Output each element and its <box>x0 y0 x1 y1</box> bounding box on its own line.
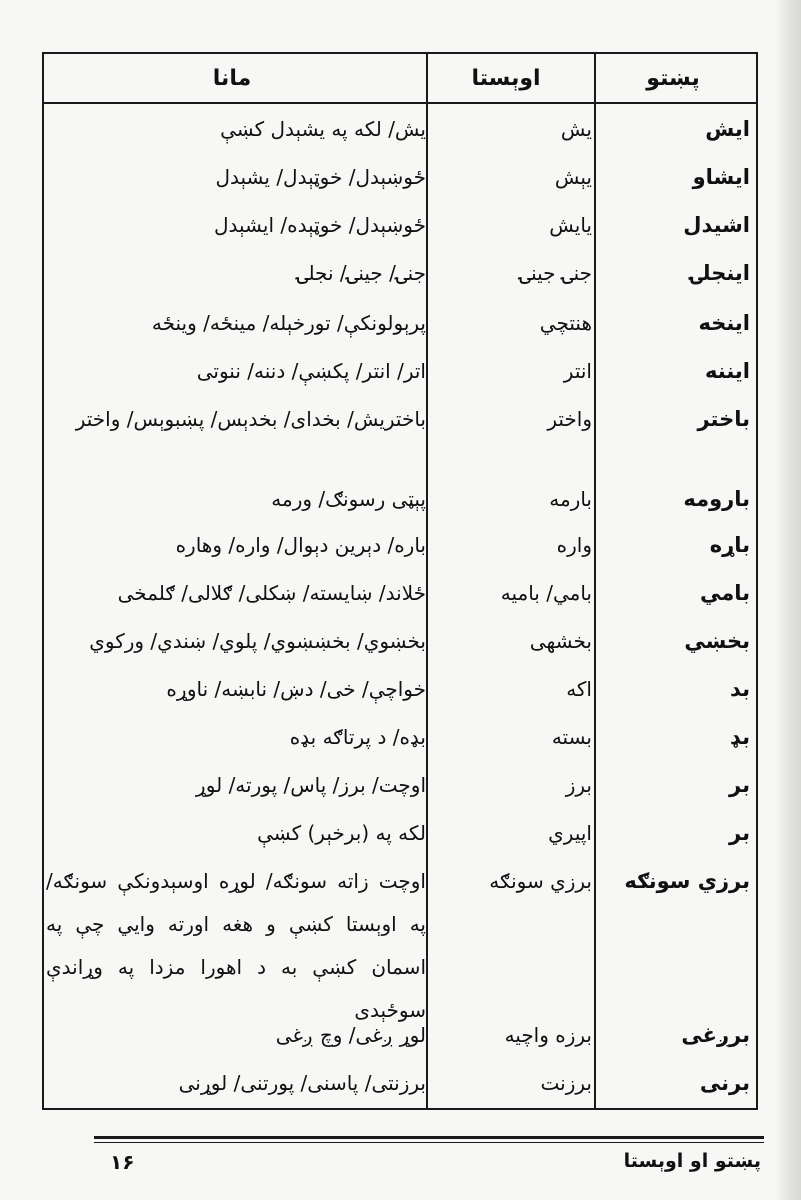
cell-avesta: برزه واچیه <box>504 1023 592 1047</box>
cell-mana: یش/ لکه په یشېدل کښې <box>220 117 426 141</box>
header-pashto: پښتو <box>646 66 700 91</box>
cell-avesta: یایش <box>549 213 592 237</box>
cell-avesta: بسته <box>551 725 592 749</box>
cell-pashto: بډ <box>729 725 750 749</box>
cell-pashto: اشیدل <box>683 213 750 237</box>
cell-pashto: برزي سونګه <box>624 869 750 893</box>
cell-avesta: بارمه <box>549 487 592 511</box>
header-divider <box>44 102 756 104</box>
cell-pashto: ایشاو <box>692 165 750 189</box>
cell-avesta: جنۍ جینۍ <box>519 261 592 285</box>
header-avesta: اوېستا <box>471 66 541 91</box>
cell-avesta: اکه <box>566 677 592 701</box>
cell-avesta: یش <box>560 117 592 141</box>
cell-mana: باختریش/ بخدای/ بخدېس/ پښبوېس/ واختر <box>75 407 426 431</box>
page-number: ١۶ <box>110 1150 135 1174</box>
cell-pashto: بد <box>729 677 750 701</box>
cell-avesta: بخشهی <box>529 629 592 653</box>
cell-pashto: برنی <box>699 1071 750 1095</box>
footer-rule-thin <box>94 1142 764 1143</box>
cell-avesta: انتر <box>563 359 592 383</box>
cell-mana: اتر/ انتر/ پکښې/ دننه/ ننوتی <box>196 359 426 383</box>
cell-avesta: برزي سونګه <box>489 869 592 893</box>
column-divider-avesta <box>594 54 596 1108</box>
cell-mana: ځوښېدل/ خوټېدل/ یشېدل <box>215 165 426 189</box>
cell-mana: اوچت زاته سونګه/ لوړه اوسېدونکې سونګه/ په اوېستا کښې و هغه اورته وایي چې په اسمان کښې به د اهورا مزدا په وړاندې سوځېدی <box>46 869 426 1022</box>
cell-pashto: ایش <box>705 117 750 141</box>
cell-pashto: بامي <box>699 581 750 605</box>
cell-mana: پېټی رسونګ/ ورمه <box>271 487 426 511</box>
cell-pashto: اینجلۍ <box>690 261 750 285</box>
cell-mana: اوچت/ برز/ پاس/ پورته/ لوړ <box>195 773 426 797</box>
cell-avesta: واره <box>556 533 592 557</box>
cell-mana: باره/ دېرین دېوال/ واره/ وهاره <box>175 533 426 557</box>
cell-mana: برزنتی/ پاسنی/ پورتنی/ لوړنی <box>178 1071 426 1095</box>
page-edge-shadow <box>775 0 801 1200</box>
cell-pashto: بر <box>729 821 750 845</box>
header-mana: مانا <box>212 66 252 91</box>
cell-mana: بخښوي/ بخښښوي/ پلوي/ ښندي/ ورکوي <box>89 629 426 653</box>
cell-mana: لوړ ږغی/ وچ ږغی <box>275 1023 426 1047</box>
cell-mana: خواچې/ خی/ دښ/ نابښه/ ناوړه <box>166 677 426 701</box>
cell-avesta: یېش <box>554 165 592 189</box>
column-divider-mana <box>426 54 428 1108</box>
cell-avesta: اپیري <box>548 821 592 845</box>
cell-avesta: برزنت <box>540 1071 592 1095</box>
cell-mana: بډه/ د پرتاګه بډه <box>289 725 426 749</box>
glossary-table <box>42 52 758 1110</box>
cell-pashto: بخښي <box>684 629 750 653</box>
cell-mana: ځوښېدل/ خوټېده/ ایشېدل <box>213 213 426 237</box>
cell-avesta: هنتچي <box>539 311 592 335</box>
cell-mana: پرېولونکې/ تورخېله/ مینځه/ وینځه <box>151 311 426 335</box>
cell-pashto: بارومه <box>683 487 750 511</box>
cell-pashto: اینخه <box>698 311 750 335</box>
cell-pashto: باختر <box>697 407 750 431</box>
cell-avesta: برز <box>565 773 592 797</box>
cell-mana: ځلاند/ ښایسته/ ښکلی/ ګلالی/ ګلمخی <box>117 581 426 605</box>
footer-book-title: پښتو او اوېستا <box>623 1150 761 1172</box>
cell-pashto: باړه <box>709 533 750 557</box>
cell-pashto: ایننه <box>705 359 750 383</box>
cell-avesta: بامي/ بامیه <box>500 581 592 605</box>
cell-mana: جنۍ/ جینۍ/ نجلۍ <box>296 261 426 285</box>
cell-pashto: برږغی <box>681 1023 750 1047</box>
cell-pashto: بر <box>729 773 750 797</box>
cell-avesta: واختر <box>547 407 592 431</box>
footer-rule <box>94 1136 764 1139</box>
cell-mana: لکه په (برخېر) کښې <box>257 821 426 845</box>
